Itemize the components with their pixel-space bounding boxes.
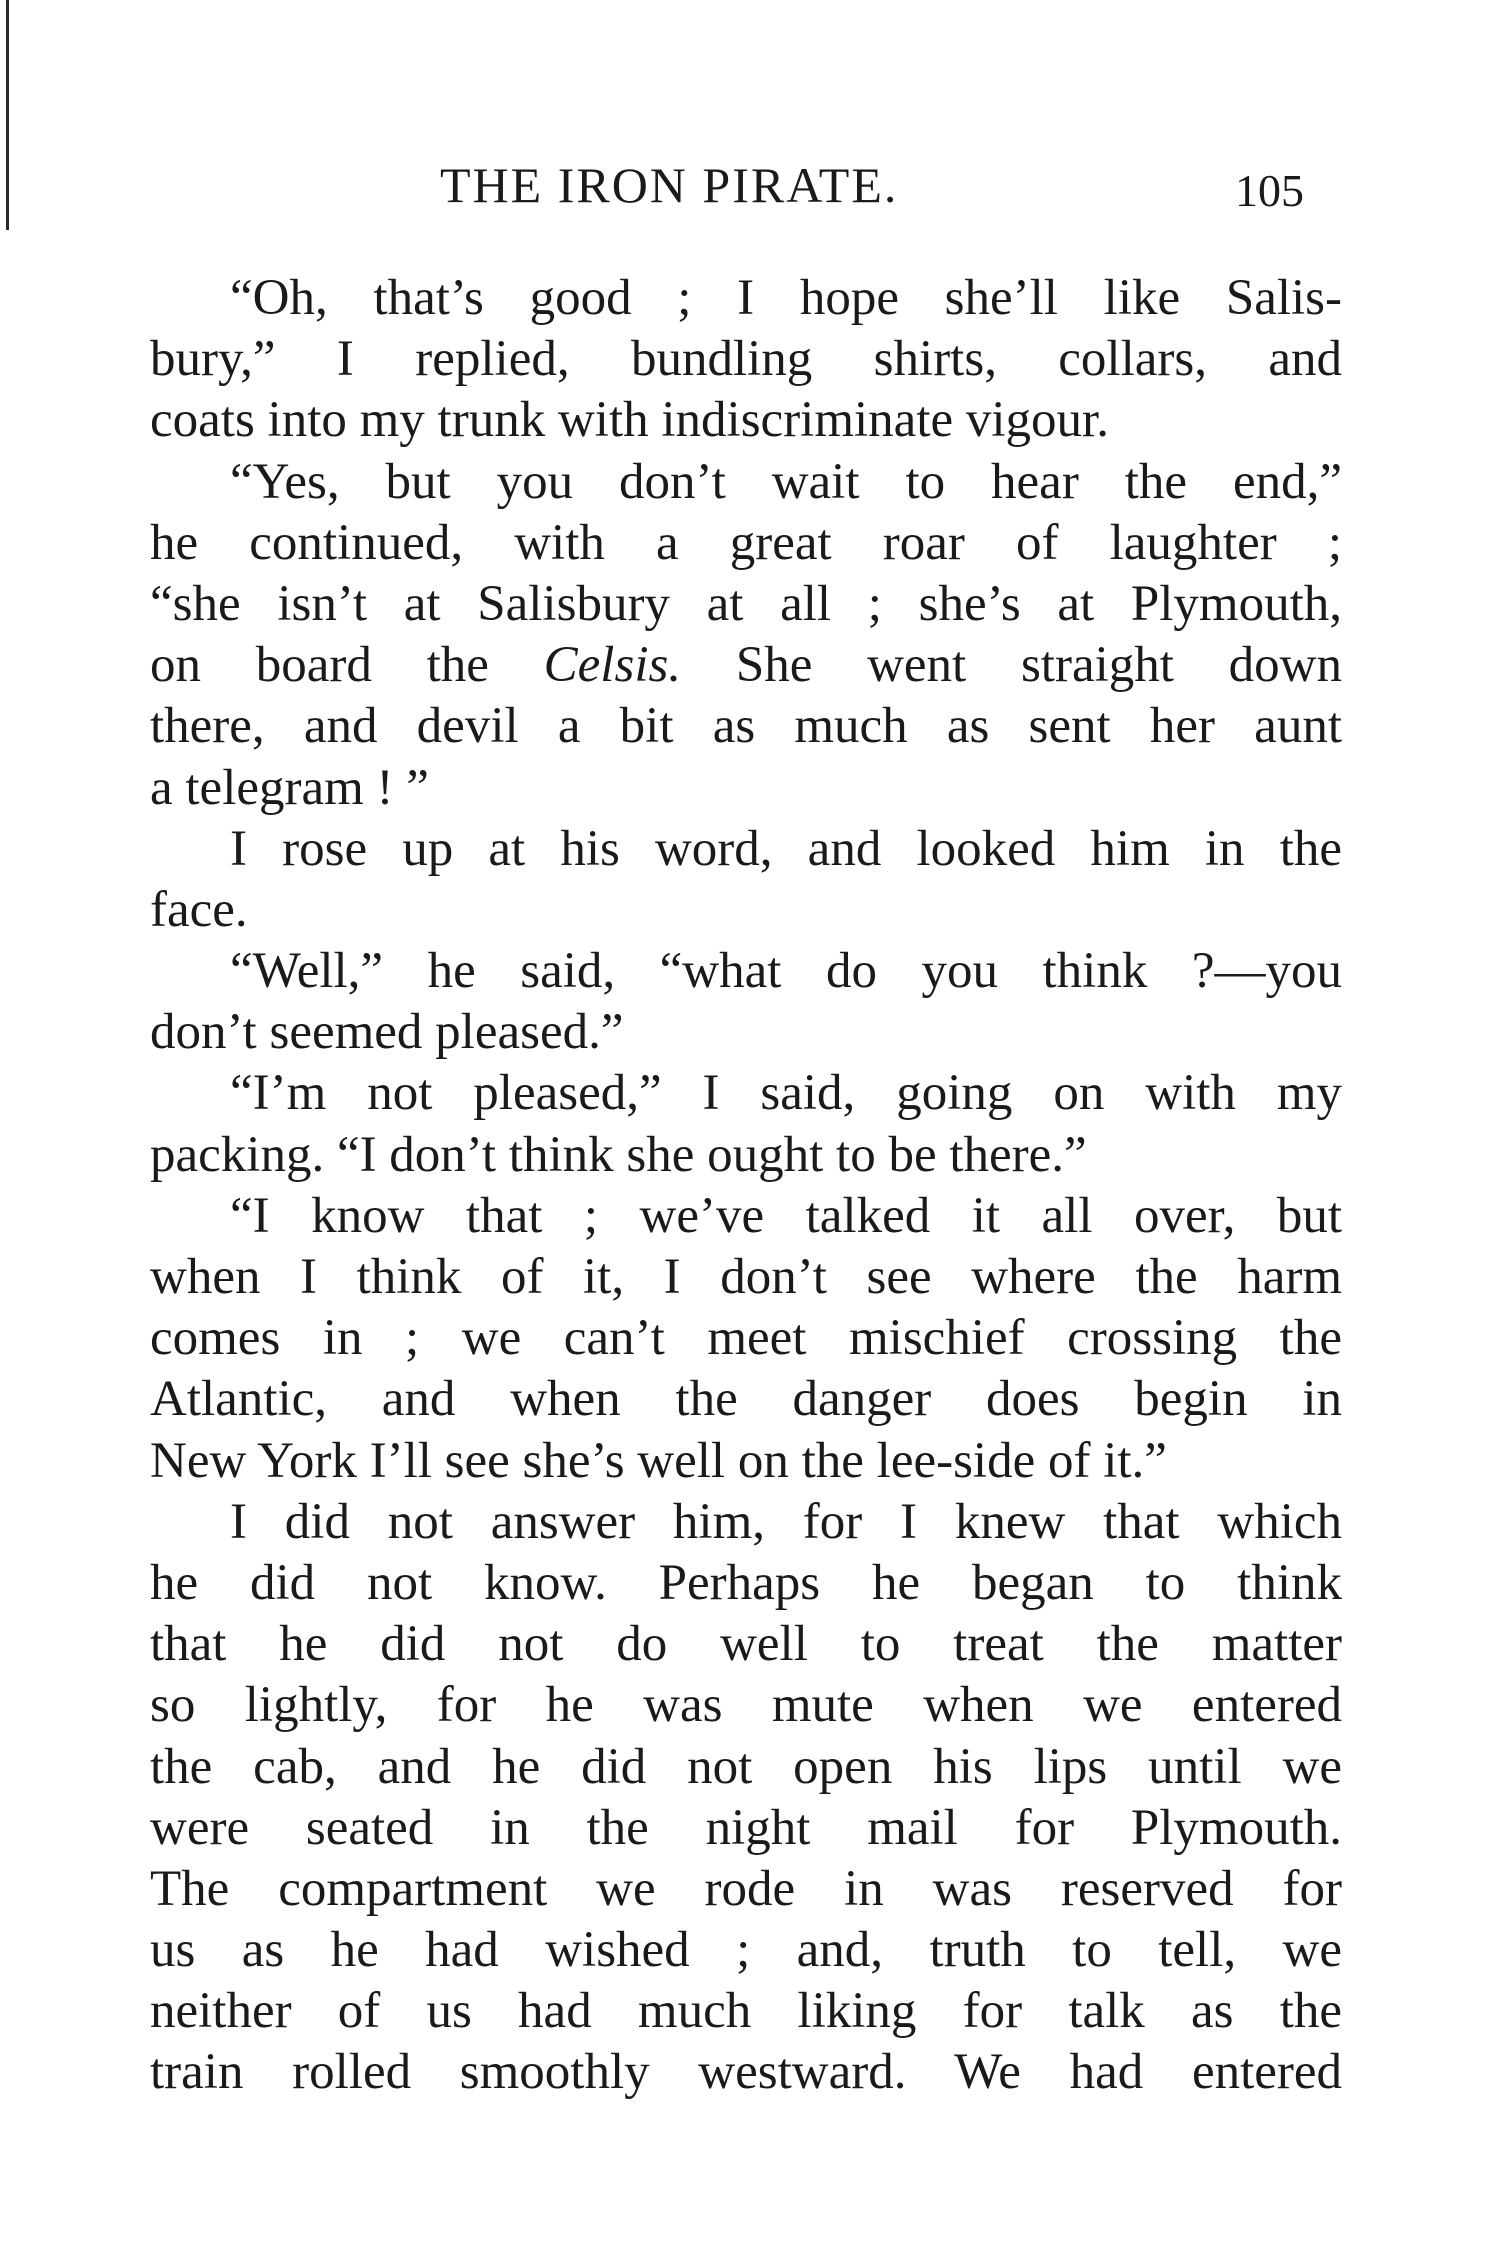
text-line: there, and devil a bit as much as sent her aunt	[150, 698, 1342, 755]
text-line: he continued, with a great roar of laughter ;	[150, 514, 1342, 571]
text-line: that he did not do well to treat the matter	[150, 1616, 1342, 1673]
text-line: were seated in the night mail for Plymouth.	[150, 1799, 1342, 1856]
text-line: us as he had wished ; and, truth to tell, we	[150, 1922, 1342, 1979]
running-title: THE IRON PIRATE.	[440, 157, 899, 213]
text-line: “Well,” he said, “what do you think ?—you	[230, 943, 1342, 1000]
text-line: neither of us had much liking for talk as the	[150, 1983, 1342, 2040]
text-line: The compartment we rode in was reserved for	[150, 1860, 1342, 1917]
text-line: “she isn’t at Salisbury at all ; she’s at Plymouth,	[150, 575, 1342, 632]
text-line: “Oh, that’s good ; I hope she’ll like Salis-	[230, 270, 1342, 326]
ship-name: Celsis.	[543, 637, 682, 694]
text-line: I rose up at his word, and looked him in the	[230, 820, 1342, 877]
page-number: 105	[1235, 165, 1304, 216]
text-line: “I’m not pleased,” I said, going on with my	[230, 1065, 1342, 1122]
text-line: New York I’ll see she’s well on the lee-side of it.”	[150, 1432, 1167, 1489]
text-line: Atlantic, and when the danger does begin in	[150, 1371, 1342, 1428]
text-line: coats into my trunk with indiscriminate vigour.	[150, 392, 1109, 449]
text-line: when I think of it, I don’t see where the harm	[150, 1249, 1342, 1305]
text-line: face.	[150, 881, 248, 938]
text-line: he did not know. Perhaps he began to think	[150, 1554, 1342, 1611]
text-line	[150, 635, 1342, 696]
text-line: bury,” I replied, bundling shirts, collars, and	[150, 331, 1342, 388]
text-line: “I know that ; we’ve talked it all over, but	[230, 1187, 1342, 1244]
text-line: the cab, and he did not open his lips until we	[150, 1738, 1342, 1795]
text-line: packing. “I don’t think she ought to be there.”	[150, 1126, 1087, 1183]
text-line: I did not answer him, for I knew that which	[230, 1493, 1342, 1550]
text-line: comes in ; we can’t meet mischief crossing the	[150, 1310, 1342, 1367]
text-line: train rolled smoothly westward. We had entered	[150, 2044, 1342, 2101]
text-line: so lightly, for he was mute when we entered	[150, 1677, 1342, 1734]
page-edge-line	[6, 0, 9, 230]
text-line: a telegram ! ”	[150, 759, 429, 816]
text-segment: on board the	[150, 637, 489, 694]
body-text	[150, 268, 1342, 2104]
text-line: “Yes, but you don’t wait to hear the end,”	[230, 453, 1342, 510]
text-line: don’t seemed pleased.”	[150, 1004, 624, 1061]
text-segment: She went straight down	[735, 637, 1342, 694]
